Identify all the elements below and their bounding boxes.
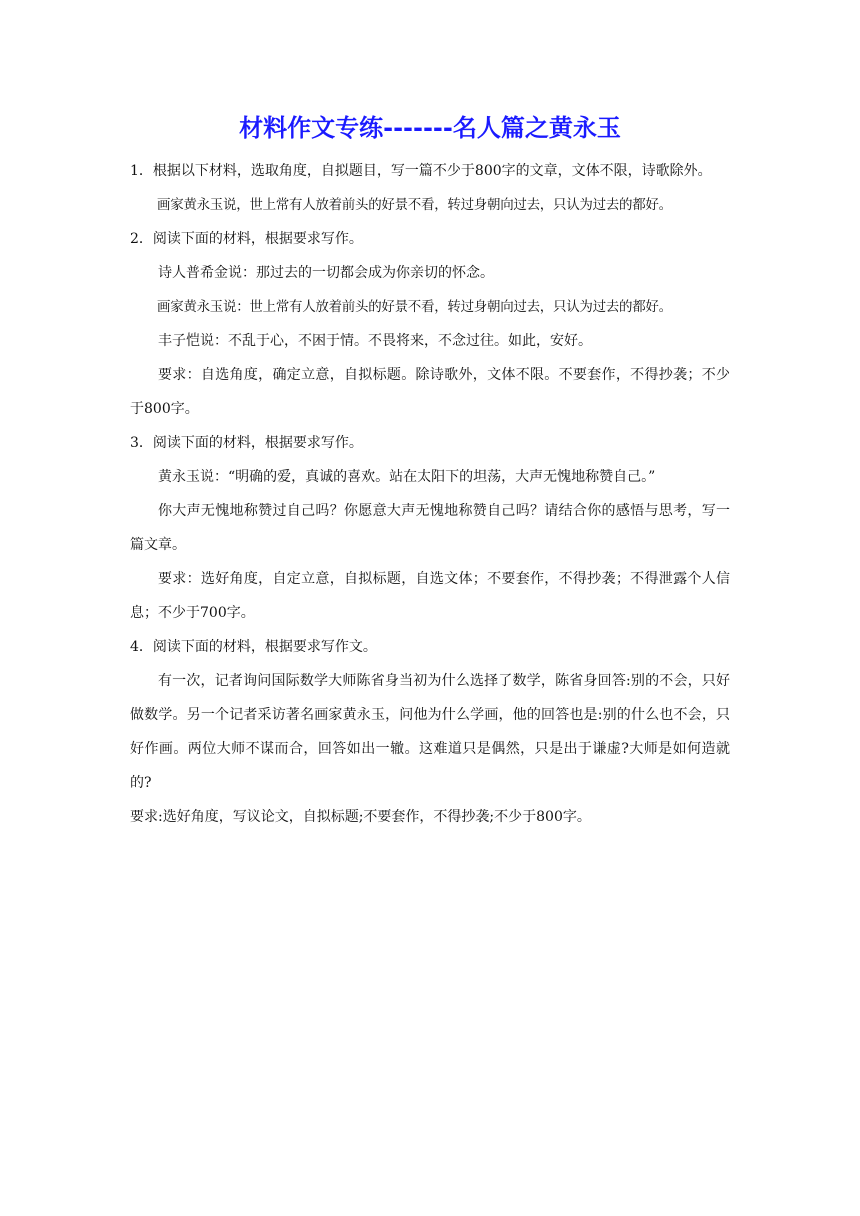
question-3-quote: 黄永玉说：“明确的爱，真诚的喜欢。站在太阳下的坦荡，大声无愧地称赞自己。” (158, 469, 656, 485)
question-2-requirement: 要求：自选角度，确定立意，自拟标题。除诗歌外，文体不限。不要套作，不得抄袭；不少于800字。 (130, 367, 730, 417)
question-2-quote-feng: 丰子恺说：不乱于心，不困于情。不畏将来，不念过往。如此，安好。 (158, 333, 592, 349)
question-3-requirement: 要求：选好角度，自定立意，自拟标题，自选文体；不要套作，不得抄袭；不得泄露个人信息；不少于700字。 (130, 571, 730, 621)
question-1 (130, 154, 730, 222)
question-4-requirement: 要求:选好角度，写议论文，自拟标题;不要套作，不得抄袭;不少于800字。 (130, 809, 591, 825)
document-title: 材料作文专练-------名人篇之黄永玉 (239, 114, 621, 142)
question-2-quote-huang: 画家黄永玉说：世上常有人放着前头的好景不看，转过身朝向过去，只认为过去的都好。 (157, 299, 672, 315)
question-1-quote: 画家黄永玉说，世上常有人放着前头的好景不看，转过身朝向过去，只认为过去的都好。 (157, 197, 672, 213)
question-4 (130, 630, 730, 834)
question-2-quote-pushkin: 诗人普希金说：那过去的一切都会成为你亲切的怀念。 (158, 265, 494, 281)
question-1-prompt: 1．根据以下材料，选取角度，自拟题目，写一篇不少于800字的文章，文体不限，诗歌除外。 (130, 163, 712, 179)
question-4-material: 有一次，记者询问国际数学大师陈省身当初为什么选择了数学，陈省身回答:别的不会，只好做数学。另一个记者采访著名画家黄永玉，问他为什么学画，他的回答也是:别的什么也不会，只好作画。两位大师不谋而合，回答如出一辙。这难道只是偶然，只是出于谦虚?大师是如何造就的? (130, 673, 730, 791)
question-3-question: 你大声无愧地称赞过自己吗？你愿意大声无愧地称赞自己吗？请结合你的感悟与思考，写一篇文章。 (130, 503, 730, 553)
question-3-prompt: 3．阅读下面的材料，根据要求写作。 (130, 435, 363, 451)
document-body (130, 154, 730, 834)
question-2 (130, 222, 730, 426)
question-2-prompt: 2．阅读下面的材料，根据要求写作。 (130, 231, 363, 247)
question-4-prompt: 4．阅读下面的材料，根据要求写作文。 (130, 639, 377, 655)
question-3 (130, 426, 730, 630)
